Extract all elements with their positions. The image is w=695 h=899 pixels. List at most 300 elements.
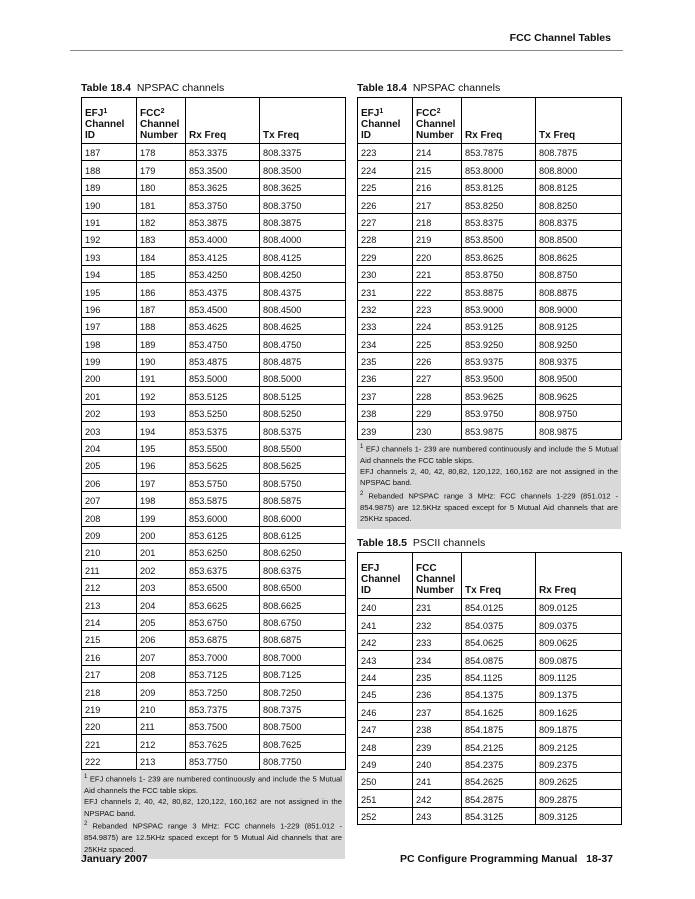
cell-efj-id: 214 (82, 613, 137, 630)
table-row (82, 752, 346, 769)
table-row (358, 790, 622, 807)
table-row (82, 300, 346, 317)
cell-efj-id: 225 (358, 178, 413, 195)
cell-freq-b: 808.8875 (536, 283, 622, 300)
cell-freq-b: 808.7125 (260, 665, 346, 682)
cell-freq-a: 853.3875 (186, 213, 260, 230)
cell-freq-a: 853.4750 (186, 335, 260, 352)
cell-freq-a: 853.5250 (186, 404, 260, 421)
cell-freq-b: 809.1375 (536, 685, 622, 702)
cell-freq-a: 853.7625 (186, 735, 260, 752)
cell-freq-a: 853.7375 (186, 700, 260, 717)
cell-efj-id: 242 (358, 633, 413, 650)
header-rule (70, 50, 623, 51)
table-row (358, 616, 622, 633)
cell-freq-a: 854.2875 (462, 790, 536, 807)
cell-fcc-number: 185 (137, 265, 186, 282)
table-row (82, 474, 346, 491)
cell-freq-a: 853.5750 (186, 474, 260, 491)
cell-freq-b: 808.9375 (536, 352, 622, 369)
cell-efj-id: 203 (82, 422, 137, 439)
cell-efj-id: 224 (358, 161, 413, 178)
table-row (82, 683, 346, 700)
table-row (358, 144, 622, 161)
cell-efj-id: 220 (82, 717, 137, 734)
table-row (358, 283, 622, 300)
cell-fcc-number: 215 (413, 161, 462, 178)
table-row (82, 648, 346, 665)
table-row (82, 596, 346, 613)
cell-freq-b: 808.8000 (536, 161, 622, 178)
table-row (358, 335, 622, 352)
cell-efj-id: 244 (358, 668, 413, 685)
cell-freq-a: 854.1375 (462, 685, 536, 702)
table-row (358, 703, 622, 720)
cell-freq-b: 808.8625 (536, 248, 622, 265)
right-table-block-1 (357, 82, 621, 529)
table-row (358, 738, 622, 755)
cell-freq-b: 808.4500 (260, 300, 346, 317)
cell-freq-a: 853.3625 (186, 178, 260, 195)
cell-efj-id: 218 (82, 683, 137, 700)
table-row (358, 317, 622, 334)
cell-freq-b: 808.7000 (260, 648, 346, 665)
cell-freq-b: 808.8500 (536, 230, 622, 247)
cell-freq-b: 808.5375 (260, 422, 346, 439)
cell-freq-b: 808.5250 (260, 404, 346, 421)
cell-freq-b: 808.6000 (260, 509, 346, 526)
cell-fcc-number: 233 (413, 633, 462, 650)
cell-efj-id: 223 (358, 144, 413, 161)
cell-fcc-number: 226 (413, 352, 462, 369)
cell-fcc-number: 230 (413, 422, 462, 439)
cell-freq-b: 809.2125 (536, 738, 622, 755)
cell-freq-b: 809.0125 (536, 599, 622, 616)
cell-freq-b: 808.5625 (260, 457, 346, 474)
table-header-row (358, 98, 622, 144)
table-row (358, 213, 622, 230)
cell-efj-id: 188 (82, 161, 137, 178)
cell-efj-id: 231 (358, 283, 413, 300)
cell-freq-a: 853.4625 (186, 317, 260, 334)
cell-efj-id: 249 (358, 755, 413, 772)
cell-freq-a: 853.3375 (186, 144, 260, 161)
cell-efj-id: 217 (82, 665, 137, 682)
cell-fcc-number: 242 (413, 790, 462, 807)
cell-fcc-number: 205 (137, 613, 186, 630)
cell-efj-id: 234 (358, 335, 413, 352)
cell-fcc-number: 228 (413, 387, 462, 404)
cell-efj-id: 202 (82, 404, 137, 421)
table-row (358, 248, 622, 265)
cell-freq-a: 853.8625 (462, 248, 536, 265)
table-row (358, 178, 622, 195)
cell-fcc-number: 224 (413, 317, 462, 334)
cell-fcc-number: 187 (137, 300, 186, 317)
cell-freq-b: 809.3125 (536, 807, 622, 824)
table-row (358, 265, 622, 282)
caption-text: NPSPAC channels (136, 82, 225, 94)
cell-fcc-number: 194 (137, 422, 186, 439)
header-rx-freq: Rx Freq (536, 553, 622, 599)
cell-fcc-number: 210 (137, 700, 186, 717)
table-row (82, 439, 346, 456)
cell-freq-b: 809.1875 (536, 720, 622, 737)
caption-text: PSCII channels (412, 537, 486, 549)
cell-efj-id: 209 (82, 526, 137, 543)
cell-freq-b: 808.9500 (536, 370, 622, 387)
cell-freq-a: 853.4500 (186, 300, 260, 317)
cell-freq-a: 854.1625 (462, 703, 536, 720)
cell-fcc-number: 220 (413, 248, 462, 265)
cell-freq-a: 853.9625 (462, 387, 536, 404)
cell-freq-a: 853.7125 (186, 665, 260, 682)
cell-efj-id: 248 (358, 738, 413, 755)
cell-freq-b: 808.7500 (260, 717, 346, 734)
cell-freq-a: 853.5875 (186, 491, 260, 508)
cell-efj-id: 241 (358, 616, 413, 633)
table-row (358, 422, 622, 439)
header-efj-channel-id: EFJ$^1$ Channel ID (358, 98, 413, 144)
header-efj-channel-id: EFJ Channel ID (358, 553, 413, 599)
table-row (82, 665, 346, 682)
cell-fcc-number: 229 (413, 404, 462, 421)
cell-efj-id: 251 (358, 790, 413, 807)
cell-freq-a: 854.0875 (462, 651, 536, 668)
cell-freq-b: 808.6375 (260, 561, 346, 578)
cell-freq-b: 808.4875 (260, 352, 346, 369)
cell-freq-a: 853.6250 (186, 543, 260, 560)
table-row (358, 300, 622, 317)
cell-freq-b: 808.6750 (260, 613, 346, 630)
npspac-table-left (81, 97, 346, 770)
cell-freq-a: 853.5125 (186, 387, 260, 404)
cell-freq-a: 853.8000 (462, 161, 536, 178)
table-row (82, 630, 346, 647)
cell-freq-a: 853.9125 (462, 317, 536, 334)
footnote-2: $^2$ Rebanded NPSPAC range 3 MHz: FCC channels 1-229 (851.012 - 854.9875) are 12.5KHz spaced except for 5 Mutual Aid channels that are 25KHz spaced. (360, 490, 618, 524)
header-tx-freq: Tx Freq (260, 98, 346, 144)
cell-freq-a: 853.8750 (462, 265, 536, 282)
table-row (358, 685, 622, 702)
cell-fcc-number: 191 (137, 370, 186, 387)
table-row (358, 370, 622, 387)
cell-freq-b: 808.7875 (536, 144, 622, 161)
footer-date: January 2007 (81, 853, 148, 865)
table-row (82, 561, 346, 578)
cell-fcc-number: 204 (137, 596, 186, 613)
table-row (82, 265, 346, 282)
cell-freq-b: 809.1125 (536, 668, 622, 685)
cell-fcc-number: 203 (137, 578, 186, 595)
cell-freq-a: 853.4375 (186, 283, 260, 300)
cell-fcc-number: 192 (137, 387, 186, 404)
cell-efj-id: 190 (82, 196, 137, 213)
cell-freq-a: 853.5500 (186, 439, 260, 456)
cell-efj-id: 212 (82, 578, 137, 595)
cell-fcc-number: 231 (413, 599, 462, 616)
cell-freq-b: 808.4250 (260, 265, 346, 282)
cell-freq-a: 853.9875 (462, 422, 536, 439)
table-row (358, 196, 622, 213)
cell-fcc-number: 240 (413, 755, 462, 772)
left-table-block (81, 82, 345, 859)
cell-freq-b: 808.7750 (260, 752, 346, 769)
cell-efj-id: 199 (82, 352, 137, 369)
cell-freq-b: 808.7625 (260, 735, 346, 752)
cell-efj-id: 189 (82, 178, 137, 195)
cell-freq-b: 808.8750 (536, 265, 622, 282)
table-row (358, 807, 622, 824)
caption-number: Table 18.4 (81, 82, 131, 94)
cell-efj-id: 219 (82, 700, 137, 717)
cell-fcc-number: 208 (137, 665, 186, 682)
table-row (82, 404, 346, 421)
cell-efj-id: 252 (358, 807, 413, 824)
caption-number: Table 18.4 (357, 82, 407, 94)
table-row (82, 335, 346, 352)
cell-fcc-number: 188 (137, 317, 186, 334)
header-rx-freq: Rx Freq (462, 98, 536, 144)
table-row (358, 668, 622, 685)
cell-freq-a: 853.9000 (462, 300, 536, 317)
cell-efj-id: 187 (82, 144, 137, 161)
cell-freq-b: 809.2625 (536, 772, 622, 789)
cell-freq-b: 809.0625 (536, 633, 622, 650)
cell-efj-id: 228 (358, 230, 413, 247)
cell-fcc-number: 186 (137, 283, 186, 300)
table-row (82, 317, 346, 334)
cell-fcc-number: 181 (137, 196, 186, 213)
cell-freq-b: 808.9250 (536, 335, 622, 352)
cell-freq-b: 808.8250 (536, 196, 622, 213)
cell-freq-b: 808.3875 (260, 213, 346, 230)
cell-freq-a: 853.8500 (462, 230, 536, 247)
cell-freq-b: 808.8375 (536, 213, 622, 230)
caption-text: NPSPAC channels (412, 82, 501, 94)
cell-freq-b: 809.0875 (536, 651, 622, 668)
cell-fcc-number: 196 (137, 457, 186, 474)
cell-freq-a: 853.6125 (186, 526, 260, 543)
header-efj-channel-id: EFJ$^1$ Channel ID (82, 98, 137, 144)
cell-freq-b: 808.6875 (260, 630, 346, 647)
table-row (82, 144, 346, 161)
table-row (82, 352, 346, 369)
cell-efj-id: 197 (82, 317, 137, 334)
cell-freq-b: 808.7250 (260, 683, 346, 700)
cell-freq-b: 808.5000 (260, 370, 346, 387)
table-row (358, 720, 622, 737)
cell-freq-b: 808.8125 (536, 178, 622, 195)
cell-efj-id: 247 (358, 720, 413, 737)
cell-efj-id: 238 (358, 404, 413, 421)
cell-freq-a: 853.9750 (462, 404, 536, 421)
cell-efj-id: 240 (358, 599, 413, 616)
cell-freq-a: 853.6875 (186, 630, 260, 647)
table-row (358, 599, 622, 616)
cell-freq-a: 853.7750 (186, 752, 260, 769)
table-row (82, 613, 346, 630)
cell-freq-a: 853.9375 (462, 352, 536, 369)
table-row (82, 543, 346, 560)
table-footnotes (81, 770, 345, 859)
cell-efj-id: 194 (82, 265, 137, 282)
table-row (82, 370, 346, 387)
table-row (82, 248, 346, 265)
running-header: FCC Channel Tables (509, 32, 611, 44)
cell-freq-b: 808.3500 (260, 161, 346, 178)
cell-efj-id: 191 (82, 213, 137, 230)
cell-efj-id: 235 (358, 352, 413, 369)
cell-efj-id: 193 (82, 248, 137, 265)
table-row (82, 735, 346, 752)
table-row (358, 651, 622, 668)
cell-freq-a: 853.3500 (186, 161, 260, 178)
cell-freq-a: 853.7250 (186, 683, 260, 700)
table-row (82, 387, 346, 404)
cell-fcc-number: 200 (137, 526, 186, 543)
cell-efj-id: 216 (82, 648, 137, 665)
cell-fcc-number: 243 (413, 807, 462, 824)
table-row (358, 755, 622, 772)
npspac-table-right (357, 97, 622, 440)
table-row (358, 230, 622, 247)
cell-freq-b: 808.5125 (260, 387, 346, 404)
cell-fcc-number: 221 (413, 265, 462, 282)
cell-freq-b: 808.5500 (260, 439, 346, 456)
cell-freq-a: 853.8875 (462, 283, 536, 300)
cell-freq-a: 853.6625 (186, 596, 260, 613)
table-row (82, 196, 346, 213)
cell-fcc-number: 209 (137, 683, 186, 700)
table-row (82, 230, 346, 247)
table-caption (357, 537, 621, 549)
table-row (82, 213, 346, 230)
cell-freq-b: 808.9750 (536, 404, 622, 421)
cell-efj-id: 204 (82, 439, 137, 456)
cell-fcc-number: 183 (137, 230, 186, 247)
cell-freq-a: 853.7875 (462, 144, 536, 161)
table-caption (81, 82, 345, 94)
cell-efj-id: 250 (358, 772, 413, 789)
header-rx-freq: Rx Freq (186, 98, 260, 144)
cell-fcc-number: 237 (413, 703, 462, 720)
cell-fcc-number: 222 (413, 283, 462, 300)
cell-fcc-number: 238 (413, 720, 462, 737)
cell-efj-id: 236 (358, 370, 413, 387)
cell-fcc-number: 189 (137, 335, 186, 352)
cell-efj-id: 239 (358, 422, 413, 439)
cell-freq-b: 808.6500 (260, 578, 346, 595)
table-row (358, 387, 622, 404)
header-fcc-channel-number: FCC Channel Number (413, 553, 462, 599)
cell-efj-id: 205 (82, 457, 137, 474)
cell-freq-a: 854.1875 (462, 720, 536, 737)
cell-efj-id: 221 (82, 735, 137, 752)
cell-freq-a: 853.6000 (186, 509, 260, 526)
cell-efj-id: 222 (82, 752, 137, 769)
header-fcc-channel-number: FCC$^2$ Channel Number (413, 98, 462, 144)
table-row (82, 700, 346, 717)
cell-fcc-number: 216 (413, 178, 462, 195)
footer-page-number: 18-37 (586, 853, 613, 865)
table-row (82, 161, 346, 178)
cell-freq-b: 808.6250 (260, 543, 346, 560)
cell-freq-b: 809.1625 (536, 703, 622, 720)
cell-efj-id: 237 (358, 387, 413, 404)
cell-freq-a: 854.0125 (462, 599, 536, 616)
table-row (82, 578, 346, 595)
cell-freq-a: 853.4000 (186, 230, 260, 247)
cell-fcc-number: 211 (137, 717, 186, 734)
cell-efj-id: 229 (358, 248, 413, 265)
cell-freq-b: 808.9875 (536, 422, 622, 439)
cell-efj-id: 207 (82, 491, 137, 508)
cell-freq-b: 808.9000 (536, 300, 622, 317)
table-header-row (82, 98, 346, 144)
cell-efj-id: 198 (82, 335, 137, 352)
cell-freq-a: 853.7000 (186, 648, 260, 665)
cell-freq-b: 809.2875 (536, 790, 622, 807)
table-row (82, 717, 346, 734)
footnote-1b: EFJ channels 2, 40, 42, 80,82, 120,122, 160,162 are not assigned in the NPSPAC band. (360, 466, 618, 488)
pscii-table (357, 552, 622, 825)
cell-freq-a: 854.2375 (462, 755, 536, 772)
cell-freq-a: 853.5625 (186, 457, 260, 474)
footnote-2: $^2$ Rebanded NPSPAC range 3 MHz: FCC channels 1-229 (851.012 - 854.9875) are 12.5KHz spaced except for 5 Mutual Aid channels that are 25KHz spaced. (84, 821, 342, 854)
cell-fcc-number: 190 (137, 352, 186, 369)
cell-fcc-number: 198 (137, 491, 186, 508)
cell-freq-b: 808.5750 (260, 474, 346, 491)
cell-fcc-number: 207 (137, 648, 186, 665)
cell-fcc-number: 202 (137, 561, 186, 578)
header-tx-freq: Tx Freq (462, 553, 536, 599)
cell-efj-id: 206 (82, 474, 137, 491)
cell-efj-id: 243 (358, 651, 413, 668)
cell-fcc-number: 236 (413, 685, 462, 702)
cell-fcc-number: 178 (137, 144, 186, 161)
cell-freq-a: 854.1125 (462, 668, 536, 685)
cell-fcc-number: 234 (413, 651, 462, 668)
cell-freq-b: 808.9625 (536, 387, 622, 404)
footer-manual-page (400, 853, 613, 865)
table-row (82, 457, 346, 474)
cell-freq-a: 853.5375 (186, 422, 260, 439)
cell-freq-a: 854.2125 (462, 738, 536, 755)
table-row (82, 178, 346, 195)
cell-freq-b: 808.5875 (260, 491, 346, 508)
cell-freq-b: 808.9125 (536, 317, 622, 334)
table-row (82, 526, 346, 543)
cell-freq-a: 854.0625 (462, 633, 536, 650)
right-table-block-2 (357, 537, 621, 825)
footer-manual-title: PC Configure Programming Manual (400, 853, 578, 865)
cell-fcc-number: 206 (137, 630, 186, 647)
cell-freq-b: 808.6125 (260, 526, 346, 543)
cell-efj-id: 213 (82, 596, 137, 613)
cell-freq-a: 854.0375 (462, 616, 536, 633)
cell-freq-a: 853.8125 (462, 178, 536, 195)
cell-freq-b: 808.4125 (260, 248, 346, 265)
cell-efj-id: 232 (358, 300, 413, 317)
table-footnotes (357, 440, 621, 529)
cell-fcc-number: 182 (137, 213, 186, 230)
cell-efj-id: 233 (358, 317, 413, 334)
cell-efj-id: 201 (82, 387, 137, 404)
cell-freq-b: 808.6625 (260, 596, 346, 613)
cell-fcc-number: 184 (137, 248, 186, 265)
cell-freq-b: 809.2375 (536, 755, 622, 772)
